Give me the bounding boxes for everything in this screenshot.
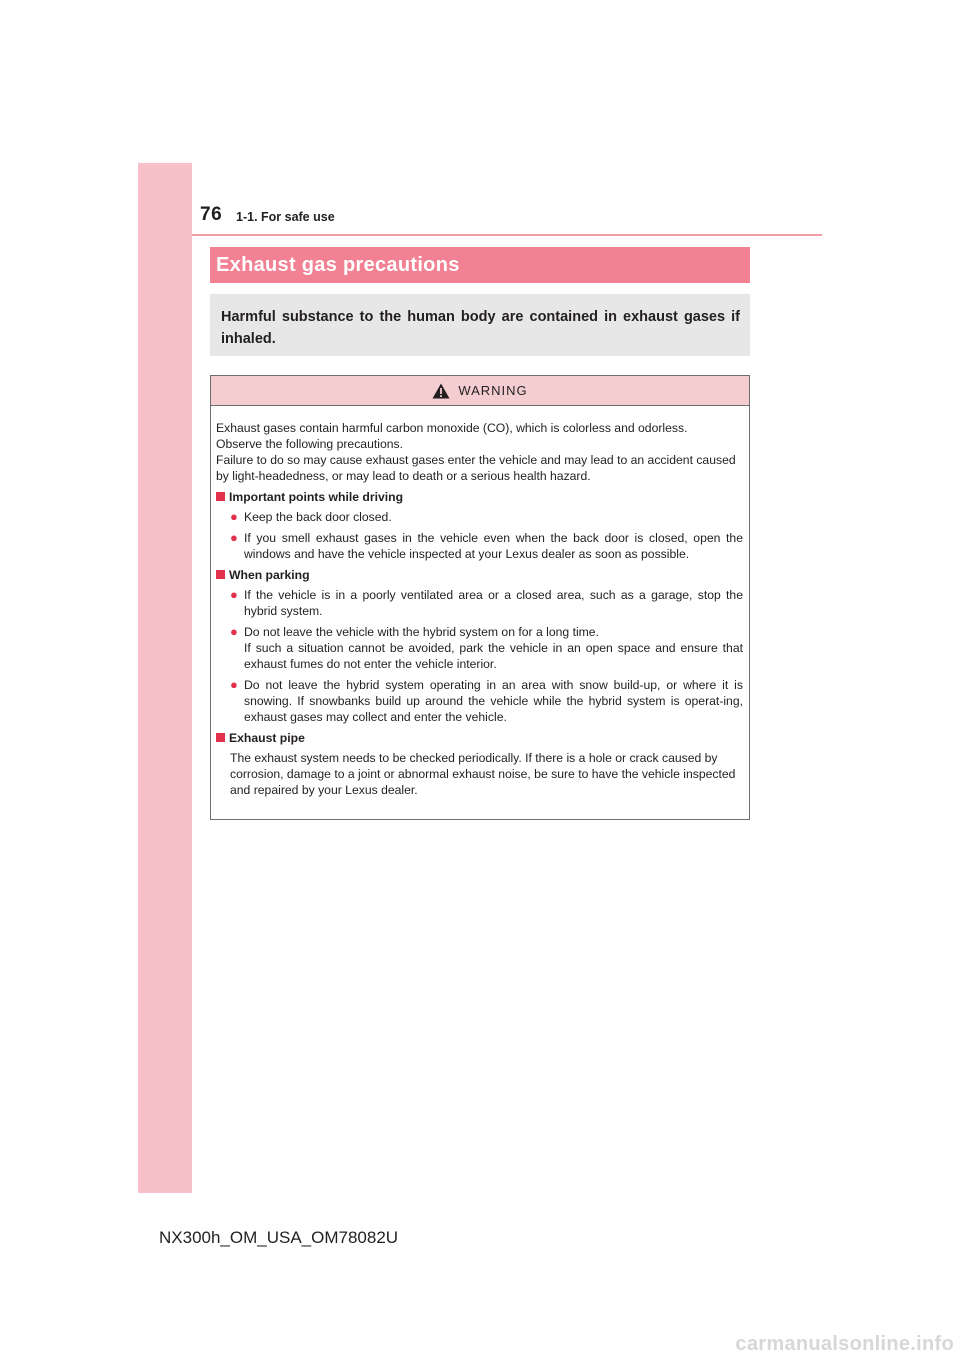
round-bullet-icon: ● bbox=[230, 509, 238, 524]
subheading-driving: Important points while driving bbox=[216, 489, 743, 505]
round-bullet-icon: ● bbox=[230, 624, 238, 639]
warning-body bbox=[211, 406, 749, 798]
watermark: carmanualsonline.info bbox=[735, 1333, 954, 1355]
section-label: 1-1. For safe use bbox=[236, 210, 335, 224]
square-bullet-icon bbox=[216, 492, 225, 501]
warning-intro-line: Exhaust gases contain harmful carbon monoxide (CO), which is colorless and odorless. bbox=[216, 421, 688, 435]
intro-text: Harmful substance to the human body are contained in exhaust gases if inhaled. bbox=[221, 309, 740, 347]
warning-box bbox=[210, 375, 750, 820]
square-bullet-icon bbox=[216, 733, 225, 742]
list-item: ● Do not leave the vehicle with the hybrid system on for a long time. If such a situation cannot be avoided, park the vehicle in an open space and ensure that exhaust fumes do not enter the vehicle interior. bbox=[230, 624, 743, 671]
warning-header bbox=[211, 376, 749, 406]
round-bullet-icon: ● bbox=[230, 530, 238, 545]
page-title: Exhaust gas precautions bbox=[216, 253, 460, 276]
list-item: ● If the vehicle is in a poorly ventilated area or a closed area, such as a garage, stop the hybrid system. bbox=[230, 587, 743, 618]
page-number: 76 bbox=[200, 204, 223, 225]
list-item: ● If you smell exhaust gases in the vehicle even when the back door is closed, open the windows and have the vehicle inspected at your Lexus dealer as soon as possible. bbox=[230, 530, 743, 561]
intro-box bbox=[210, 294, 750, 356]
round-bullet-icon: ● bbox=[230, 587, 238, 602]
warning-label: WARNING bbox=[458, 383, 528, 398]
subheading-parking: When parking bbox=[216, 567, 743, 583]
header-rule bbox=[192, 234, 822, 236]
exhaust-pipe-text: The exhaust system needs to be checked periodically. If there is a hole or crack caused by corrosion, damage to a joint or abnormal exhaust noise, be sure to have the vehicle inspected and repaired by your Lexus dealer. bbox=[230, 751, 736, 797]
side-band bbox=[138, 163, 192, 1193]
document-code: NX300h_OM_USA_OM78082U bbox=[159, 1228, 399, 1247]
round-bullet-icon: ● bbox=[230, 677, 238, 692]
subheading-exhaust-pipe: Exhaust pipe bbox=[216, 730, 743, 746]
section-title-bar bbox=[210, 247, 750, 283]
list-item: ● Keep the back door closed. bbox=[230, 509, 392, 524]
list-item: ● Do not leave the hybrid system operating in an area with snow build-up, or where it is snowing. If snowbanks build up around the vehicle while the hybrid system is operat-ing, exhaust gases may collect and enter the vehicle. bbox=[230, 677, 743, 724]
warning-intro-line: Observe the following precautions. bbox=[216, 437, 403, 451]
warning-intro-line: Failure to do so may cause exhaust gases enter the vehicle and may lead to an accident caused by light-headedness, or may lead to death or a serious health hazard. bbox=[216, 453, 736, 483]
warning-triangle-icon bbox=[432, 383, 450, 399]
square-bullet-icon bbox=[216, 570, 225, 579]
